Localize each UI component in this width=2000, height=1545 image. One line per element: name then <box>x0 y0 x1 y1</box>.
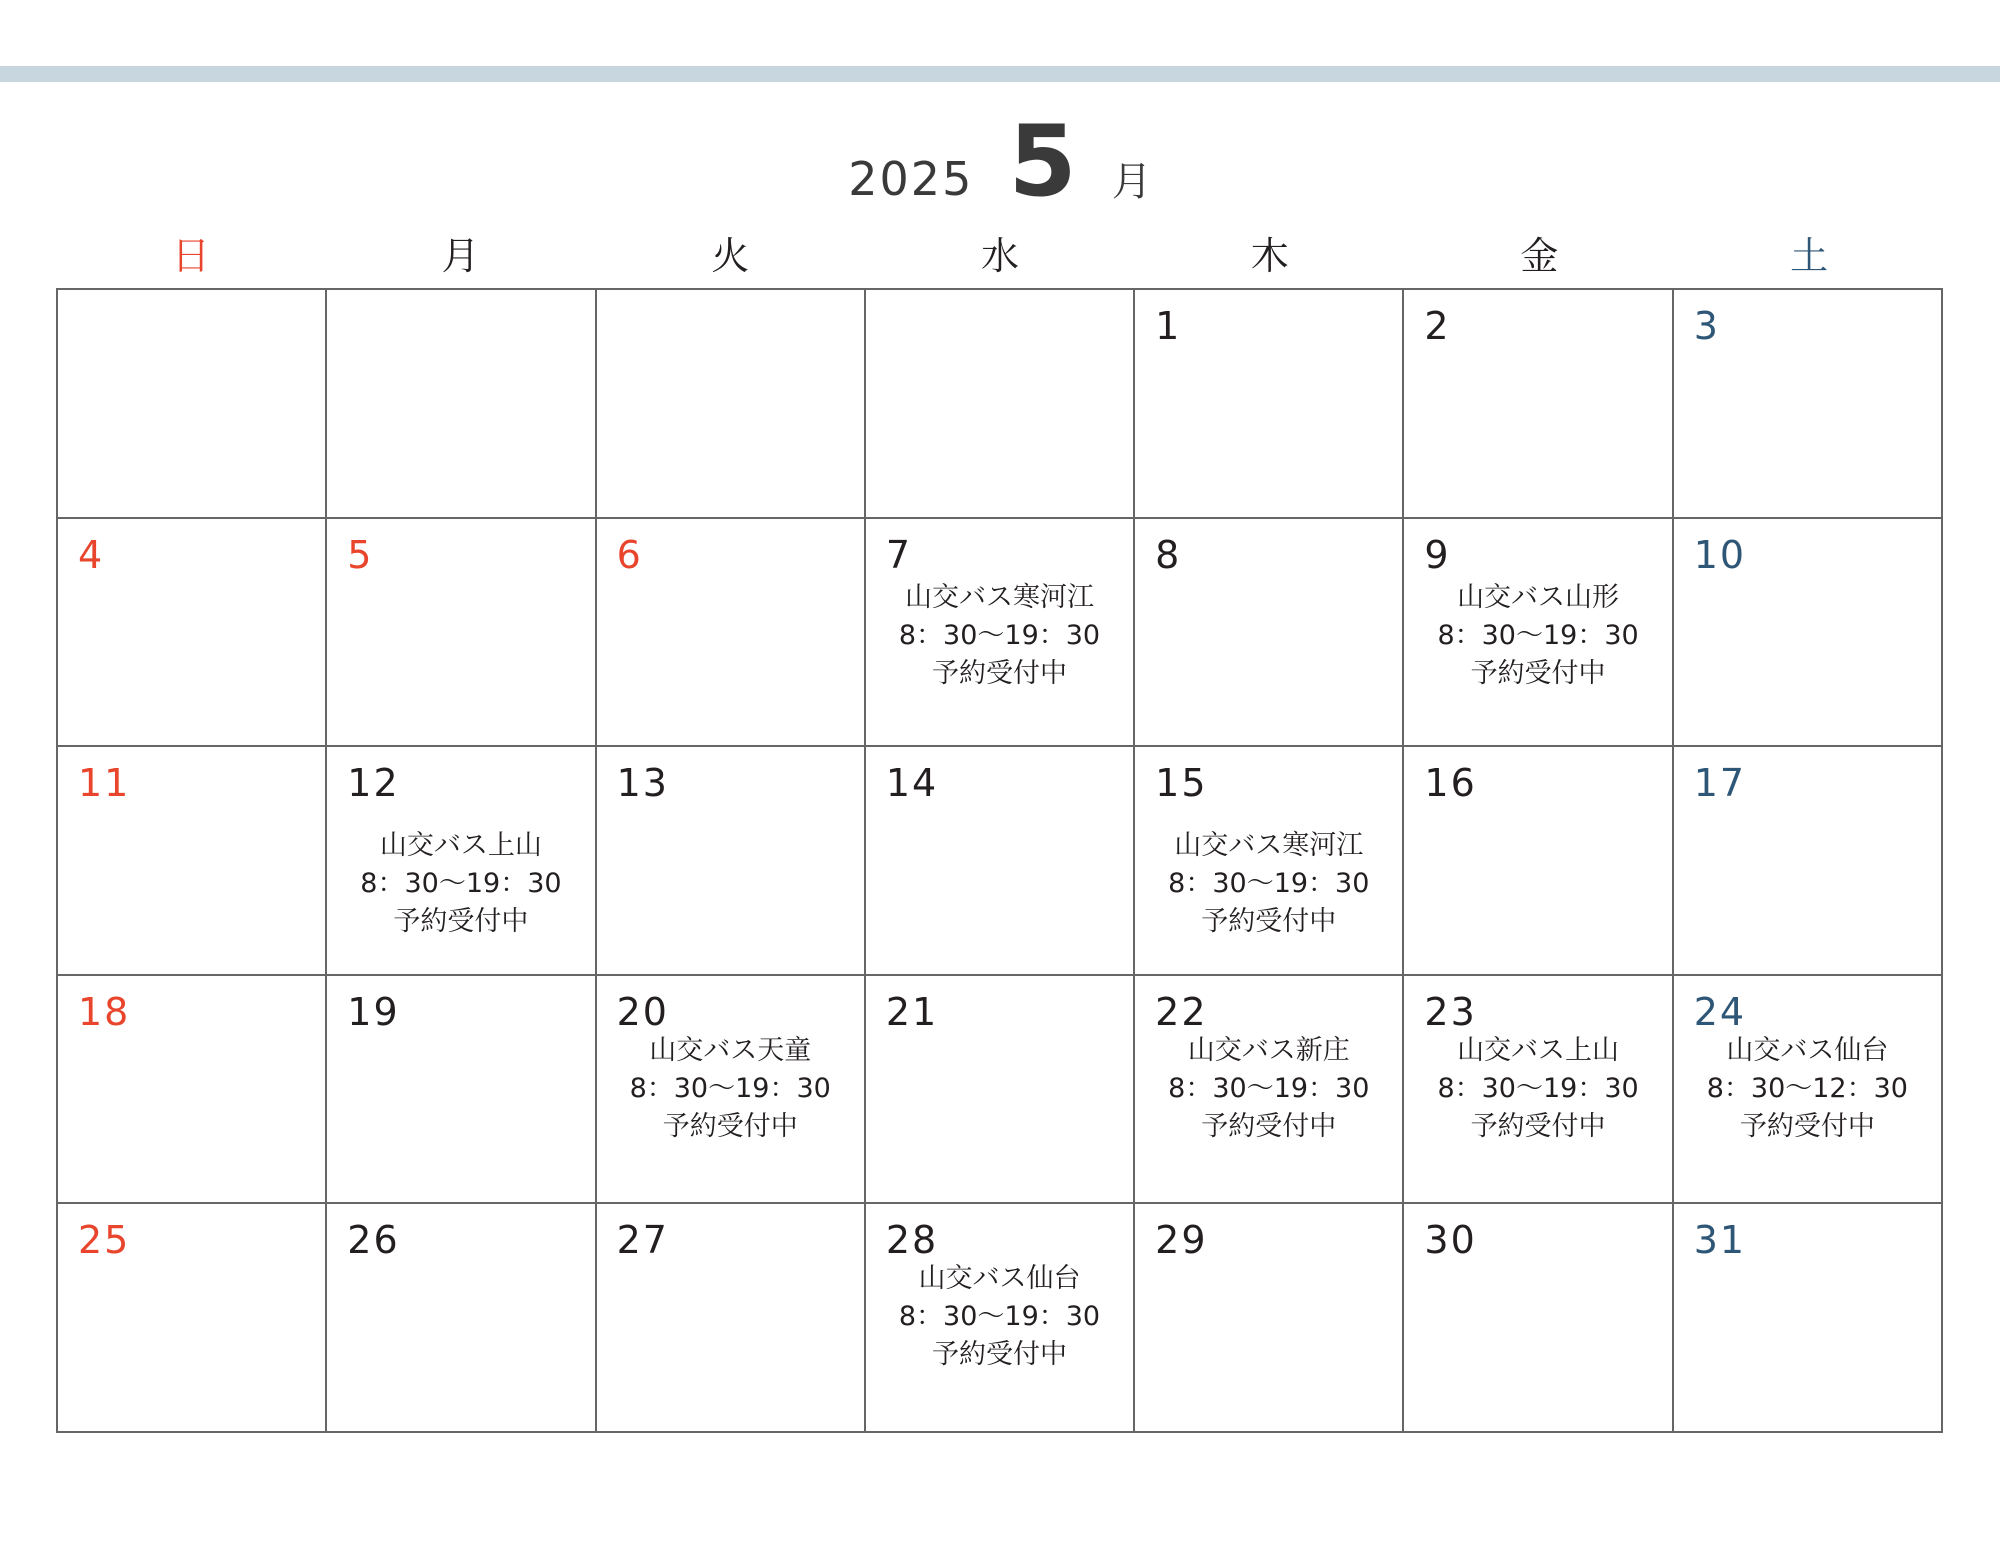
event-time: 8：30〜19：30 <box>1437 619 1639 651</box>
event-info <box>866 579 1133 693</box>
weekday-label: 土 <box>1790 234 1829 278</box>
weekday-label: 水 <box>980 234 1019 278</box>
day-cell <box>1674 1204 1943 1433</box>
event-status: 予約受付中 <box>931 1339 1067 1371</box>
day-number: 7 <box>885 532 913 577</box>
event-info <box>1135 827 1402 941</box>
day-cell <box>58 976 327 1205</box>
event-info <box>597 1032 864 1146</box>
day-number: 14 <box>885 761 939 806</box>
day-cell <box>327 519 596 748</box>
event-time: 8：30〜19：30 <box>360 868 562 900</box>
weekday-label: 木 <box>1250 234 1289 278</box>
calendar-year: 2025 <box>848 152 974 206</box>
event-name: 山交バス寒河江 <box>1174 830 1364 862</box>
day-cell <box>866 519 1135 748</box>
event-name: 山交バス寒河江 <box>904 581 1094 613</box>
day-cell <box>866 747 1135 976</box>
day-number: 19 <box>347 989 400 1034</box>
event-status: 予約受付中 <box>1739 1110 1875 1142</box>
day-cell <box>1135 290 1404 519</box>
day-number: 17 <box>1693 761 1747 806</box>
day-cell <box>597 747 866 976</box>
day-cell <box>1135 747 1404 976</box>
day-number: 18 <box>78 989 131 1034</box>
day-cell <box>327 1204 596 1433</box>
day-number: 1 <box>1155 304 1182 348</box>
event-name: 山交バス上山 <box>1457 1034 1620 1066</box>
day-number: 10 <box>1693 532 1747 577</box>
event-status: 予約受付中 <box>1470 1110 1606 1142</box>
event-status: 予約受付中 <box>662 1110 798 1142</box>
event-name: 山交バス天童 <box>649 1034 812 1066</box>
day-number: 16 <box>1424 761 1477 806</box>
day-number: 21 <box>885 989 939 1034</box>
event-status: 予約受付中 <box>1470 657 1606 689</box>
event-time: 8：30〜19：30 <box>1437 1072 1639 1104</box>
event-name: 山交バス山形 <box>1457 581 1620 613</box>
day-cell <box>597 1204 866 1433</box>
day-number: 4 <box>78 532 105 577</box>
day-number: 26 <box>347 1218 400 1263</box>
day-number: 2 <box>1424 304 1451 348</box>
day-cell <box>597 519 866 748</box>
day-cell <box>58 747 327 976</box>
event-info <box>1404 1032 1671 1146</box>
event-status: 予約受付中 <box>931 657 1067 689</box>
event-time: 8：30〜19：30 <box>898 1301 1101 1333</box>
day-number: 25 <box>78 1218 131 1263</box>
weekday-header-row <box>56 226 1944 286</box>
day-cell <box>1404 290 1673 519</box>
day-number: 27 <box>616 1218 669 1263</box>
day-cell <box>1404 519 1673 748</box>
day-cell <box>1404 976 1673 1205</box>
event-time: 8：30〜19：30 <box>1168 1072 1370 1104</box>
event-name: 山交バス新庄 <box>1187 1034 1350 1066</box>
day-cell <box>1135 976 1404 1205</box>
calendar-grid <box>56 288 1943 1433</box>
day-number: 3 <box>1693 304 1720 348</box>
calendar-title <box>0 105 2000 219</box>
day-number: 28 <box>885 1218 939 1263</box>
day-cell <box>597 290 866 519</box>
day-number: 8 <box>1155 532 1182 577</box>
day-cell <box>1674 747 1943 976</box>
day-cell <box>1135 1204 1404 1433</box>
day-number: 6 <box>616 532 643 577</box>
day-cell <box>58 1204 327 1433</box>
day-cell <box>1135 519 1404 748</box>
event-status: 予約受付中 <box>1201 1110 1337 1142</box>
day-cell <box>597 976 866 1205</box>
day-number: 15 <box>1155 761 1208 806</box>
day-number: 22 <box>1155 989 1208 1034</box>
event-info <box>866 1260 1133 1374</box>
day-number: 20 <box>616 989 669 1034</box>
day-cell <box>866 1204 1135 1433</box>
day-cell <box>1674 519 1943 748</box>
event-info <box>1674 1032 1941 1146</box>
weekday-label: 月 <box>441 234 480 278</box>
day-cell <box>58 519 327 748</box>
day-number: 11 <box>78 761 131 806</box>
day-number: 29 <box>1155 1218 1208 1263</box>
weekday-label: 日 <box>171 234 210 278</box>
day-number: 12 <box>347 761 400 806</box>
top-accent-band <box>0 66 2000 82</box>
day-cell <box>58 290 327 519</box>
event-name: 山交バス上山 <box>379 830 542 862</box>
event-time: 8：30〜12：30 <box>1706 1072 1908 1104</box>
day-number: 9 <box>1424 532 1451 577</box>
day-cell <box>327 290 596 519</box>
day-number: 30 <box>1424 1218 1477 1263</box>
day-cell <box>1404 747 1673 976</box>
event-name: 山交バス仙台 <box>1726 1034 1889 1066</box>
day-number: 24 <box>1693 989 1747 1034</box>
event-name: 山交バス仙台 <box>918 1263 1081 1295</box>
event-info <box>327 827 594 941</box>
day-number: 23 <box>1424 989 1477 1034</box>
day-cell <box>866 290 1135 519</box>
day-number: 13 <box>616 761 669 806</box>
day-cell <box>1404 1204 1673 1433</box>
calendar-month: 5 <box>1008 105 1077 219</box>
day-cell <box>1674 290 1943 519</box>
event-info <box>1135 1032 1402 1146</box>
weekday-label: 金 <box>1520 234 1559 278</box>
event-info <box>1404 579 1671 693</box>
event-status: 予約受付中 <box>1201 906 1337 938</box>
day-cell <box>866 976 1135 1205</box>
event-status: 予約受付中 <box>393 906 529 938</box>
day-number: 31 <box>1693 1218 1747 1263</box>
weekday-label: 火 <box>711 234 750 278</box>
day-cell <box>327 976 596 1205</box>
event-time: 8：30〜19：30 <box>629 1072 831 1104</box>
day-number: 5 <box>347 532 374 577</box>
event-time: 8：30〜19：30 <box>1168 868 1370 900</box>
day-cell <box>327 747 596 976</box>
event-time: 8：30〜19：30 <box>898 619 1101 651</box>
day-cell <box>1674 976 1943 1205</box>
calendar-month-suffix: 月 <box>1111 159 1152 205</box>
